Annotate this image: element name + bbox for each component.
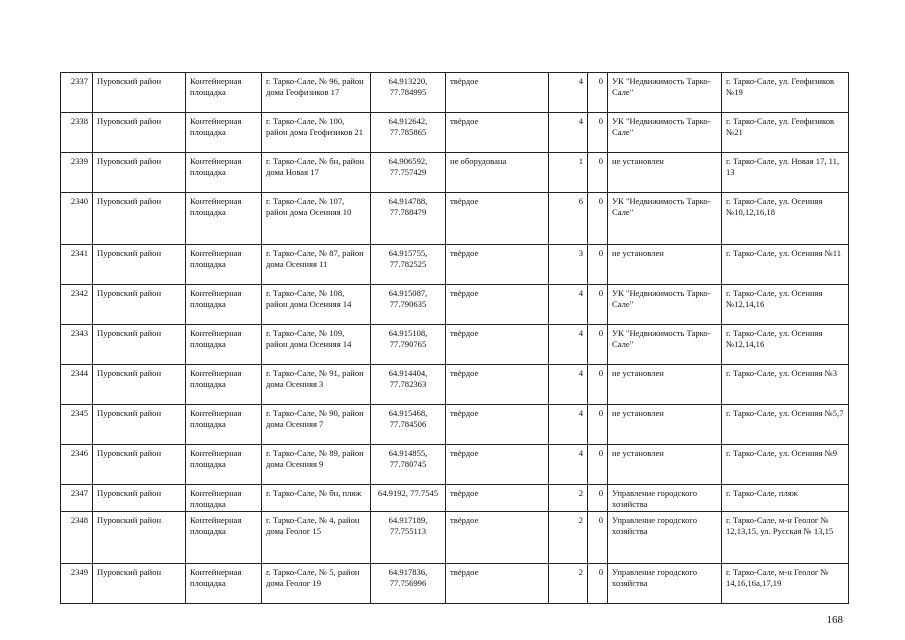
surface-cell: твёрдое [446,445,549,485]
address-cell: г. Тарко-Сале, № 107, район дома Осенняя 10 [262,193,371,245]
surface-cell: твёрдое [446,285,549,325]
served-addresses-cell: г. Тарко-Сале, ул. Осенняя №10,12,16,18 [722,193,849,245]
coordinates-cell: 64.917836, 77.756996 [371,564,446,604]
address-cell: г. Тарко-Сале, № 4, район дома Геолог 15 [262,512,371,564]
district-cell: Пуровский район [93,485,186,512]
operator-cell: УК "Недвижимость Тарко-Сале" [608,285,722,325]
table-row [61,245,849,285]
served-addresses-cell: г. Тарко-Сале, ул. Осенняя №3 [722,365,849,405]
secondary-count-cell: 0 [588,153,608,193]
row-id-cell: 2344 [61,365,93,405]
container-count-cell: 4 [549,325,588,365]
secondary-count-cell: 0 [588,193,608,245]
site-type-cell: Контейнерная площадка [186,564,262,604]
surface-cell: твёрдое [446,325,549,365]
coordinates-cell: 64.915087, 77.790635 [371,285,446,325]
site-type-cell: Контейнерная площадка [186,325,262,365]
coordinates-cell: 64.913220, 77.784995 [371,73,446,113]
row-id-cell: 2341 [61,245,93,285]
secondary-count-cell: 0 [588,325,608,365]
served-addresses-cell: г. Тарко-Сале, ул. Осенняя №11 [722,245,849,285]
operator-cell: не установлен [608,405,722,445]
operator-cell: не установлен [608,365,722,405]
secondary-count-cell: 0 [588,73,608,113]
container-count-cell: 3 [549,245,588,285]
operator-cell: УК "Недвижимость Тарко-Сале" [608,113,722,153]
container-count-cell: 2 [549,485,588,512]
row-id-cell: 2347 [61,485,93,512]
site-type-cell: Контейнерная площадка [186,193,262,245]
table-row [61,193,849,245]
operator-cell: не установлен [608,245,722,285]
district-cell: Пуровский район [93,325,186,365]
table-row [61,485,849,512]
row-id-cell: 2339 [61,153,93,193]
surface-cell: твёрдое [446,485,549,512]
address-cell: г. Тарко-Сале, № 91, район дома Осенняя 3 [262,365,371,405]
table-row [61,564,849,604]
served-addresses-cell: г. Тарко-Сале, ул. Геофизиков №19 [722,73,849,113]
container-count-cell: 4 [549,73,588,113]
served-addresses-cell: г. Тарко-Сале, ул. Осенняя №9 [722,445,849,485]
address-cell: г. Тарко-Сале, № 89, район дома Осенняя 9 [262,445,371,485]
district-cell: Пуровский район [93,365,186,405]
surface-cell: твёрдое [446,564,549,604]
address-cell: г. Тарко-Сале, № 96, район дома Геофизиков 17 [262,73,371,113]
district-cell: Пуровский район [93,564,186,604]
surface-cell: твёрдое [446,193,549,245]
site-type-cell: Контейнерная площадка [186,245,262,285]
address-cell: г. Тарко-Сале, № бн, пляж [262,485,371,512]
address-cell: г. Тарко-Сале, № 5, район дома Геолог 19 [262,564,371,604]
row-id-cell: 2343 [61,325,93,365]
container-count-cell: 6 [549,193,588,245]
operator-cell: не установлен [608,445,722,485]
container-count-cell: 2 [549,512,588,564]
coordinates-cell: 64.9192, 77.7545 [371,485,446,512]
table-row [61,73,849,113]
operator-cell: УК "Недвижимость Тарко-Сале" [608,325,722,365]
table-row [61,365,849,405]
district-cell: Пуровский район [93,113,186,153]
operator-cell: УК "Недвижимость Тарко-Сале" [608,193,722,245]
table-row [61,445,849,485]
served-addresses-cell: г. Тарко-Сале, ул. Геофизиков №21 [722,113,849,153]
surface-cell: твёрдое [446,73,549,113]
served-addresses-cell: г. Тарко-Сале, ул. Осенняя №5,7 [722,405,849,445]
secondary-count-cell: 0 [588,405,608,445]
table-row [61,405,849,445]
district-cell: Пуровский район [93,445,186,485]
registry-table [60,72,849,604]
row-id-cell: 2340 [61,193,93,245]
district-cell: Пуровский район [93,285,186,325]
site-type-cell: Контейнерная площадка [186,405,262,445]
served-addresses-cell: г. Тарко-Сале, м-н Геолог № 12,13,15, ул. Русская № 13,15 [722,512,849,564]
coordinates-cell: 64.915108, 77.790765 [371,325,446,365]
secondary-count-cell: 0 [588,564,608,604]
container-count-cell: 4 [549,445,588,485]
surface-cell: твёрдое [446,245,549,285]
coordinates-cell: 64.906592, 77.757429 [371,153,446,193]
secondary-count-cell: 0 [588,445,608,485]
coordinates-cell: 64.917189, 77.755113 [371,512,446,564]
district-cell: Пуровский район [93,73,186,113]
site-type-cell: Контейнерная площадка [186,285,262,325]
served-addresses-cell: г. Тарко-Сале, м-н Геолог № 14,16,16а,17,19 [722,564,849,604]
table-row [61,325,849,365]
surface-cell: твёрдое [446,113,549,153]
served-addresses-cell: г. Тарко-Сале, ул. Осенняя №12,14,16 [722,285,849,325]
container-count-cell: 4 [549,285,588,325]
operator-cell: Управление городского хозяйства [608,512,722,564]
secondary-count-cell: 0 [588,485,608,512]
table-body [61,73,849,604]
served-addresses-cell: г. Тарко-Сале, ул. Новая 17, 11, 13 [722,153,849,193]
site-type-cell: Контейнерная площадка [186,485,262,512]
coordinates-cell: 64.915468, 77.784506 [371,405,446,445]
page-number: 168 [826,614,843,626]
address-cell: г. Тарко-Сале, № 90, район дома Осенняя 7 [262,405,371,445]
table-row [61,153,849,193]
site-type-cell: Контейнерная площадка [186,73,262,113]
table-row [61,113,849,153]
container-count-cell: 1 [549,153,588,193]
row-id-cell: 2338 [61,113,93,153]
secondary-count-cell: 0 [588,113,608,153]
served-addresses-cell: г. Тарко-Сале, ул. Осенняя №12,14,16 [722,325,849,365]
operator-cell: УК "Недвижимость Тарко-Сале" [608,73,722,113]
surface-cell: не оборудована [446,153,549,193]
address-cell: г. Тарко-Сале, № 87, район дома Осенняя 11 [262,245,371,285]
operator-cell: Управление городского хозяйства [608,564,722,604]
site-type-cell: Контейнерная площадка [186,113,262,153]
district-cell: Пуровский район [93,405,186,445]
row-id-cell: 2337 [61,73,93,113]
district-cell: Пуровский район [93,193,186,245]
surface-cell: твёрдое [446,405,549,445]
row-id-cell: 2342 [61,285,93,325]
district-cell: Пуровский район [93,512,186,564]
surface-cell: твёрдое [446,365,549,405]
secondary-count-cell: 0 [588,285,608,325]
district-cell: Пуровский район [93,245,186,285]
table-row [61,285,849,325]
row-id-cell: 2345 [61,405,93,445]
address-cell: г. Тарко-Сале, № 100, район дома Геофизиков 21 [262,113,371,153]
row-id-cell: 2349 [61,564,93,604]
container-count-cell: 4 [549,405,588,445]
coordinates-cell: 64.914404, 77.782363 [371,365,446,405]
site-type-cell: Контейнерная площадка [186,153,262,193]
table-row [61,512,849,564]
secondary-count-cell: 0 [588,512,608,564]
served-addresses-cell: г. Тарко-Сале, пляж [722,485,849,512]
district-cell: Пуровский район [93,153,186,193]
coordinates-cell: 64.914855, 77.780745 [371,445,446,485]
container-count-cell: 4 [549,365,588,405]
site-type-cell: Контейнерная площадка [186,365,262,405]
site-type-cell: Контейнерная площадка [186,512,262,564]
coordinates-cell: 64.912642, 77.785865 [371,113,446,153]
container-count-cell: 2 [549,564,588,604]
address-cell: г. Тарко-Сале, № 108, район дома Осенняя 14 [262,285,371,325]
site-type-cell: Контейнерная площадка [186,445,262,485]
row-id-cell: 2346 [61,445,93,485]
operator-cell: Управление городского хозяйства [608,485,722,512]
secondary-count-cell: 0 [588,365,608,405]
operator-cell: не установлен [608,153,722,193]
row-id-cell: 2348 [61,512,93,564]
coordinates-cell: 64.914788, 77.788479 [371,193,446,245]
secondary-count-cell: 0 [588,245,608,285]
container-count-cell: 4 [549,113,588,153]
surface-cell: твёрдое [446,512,549,564]
address-cell: г. Тарко-Сале, № 109, район дома Осенняя 14 [262,325,371,365]
coordinates-cell: 64.915755, 77.782525 [371,245,446,285]
address-cell: г. Тарко-Сале, № бн, район дома Новая 17 [262,153,371,193]
